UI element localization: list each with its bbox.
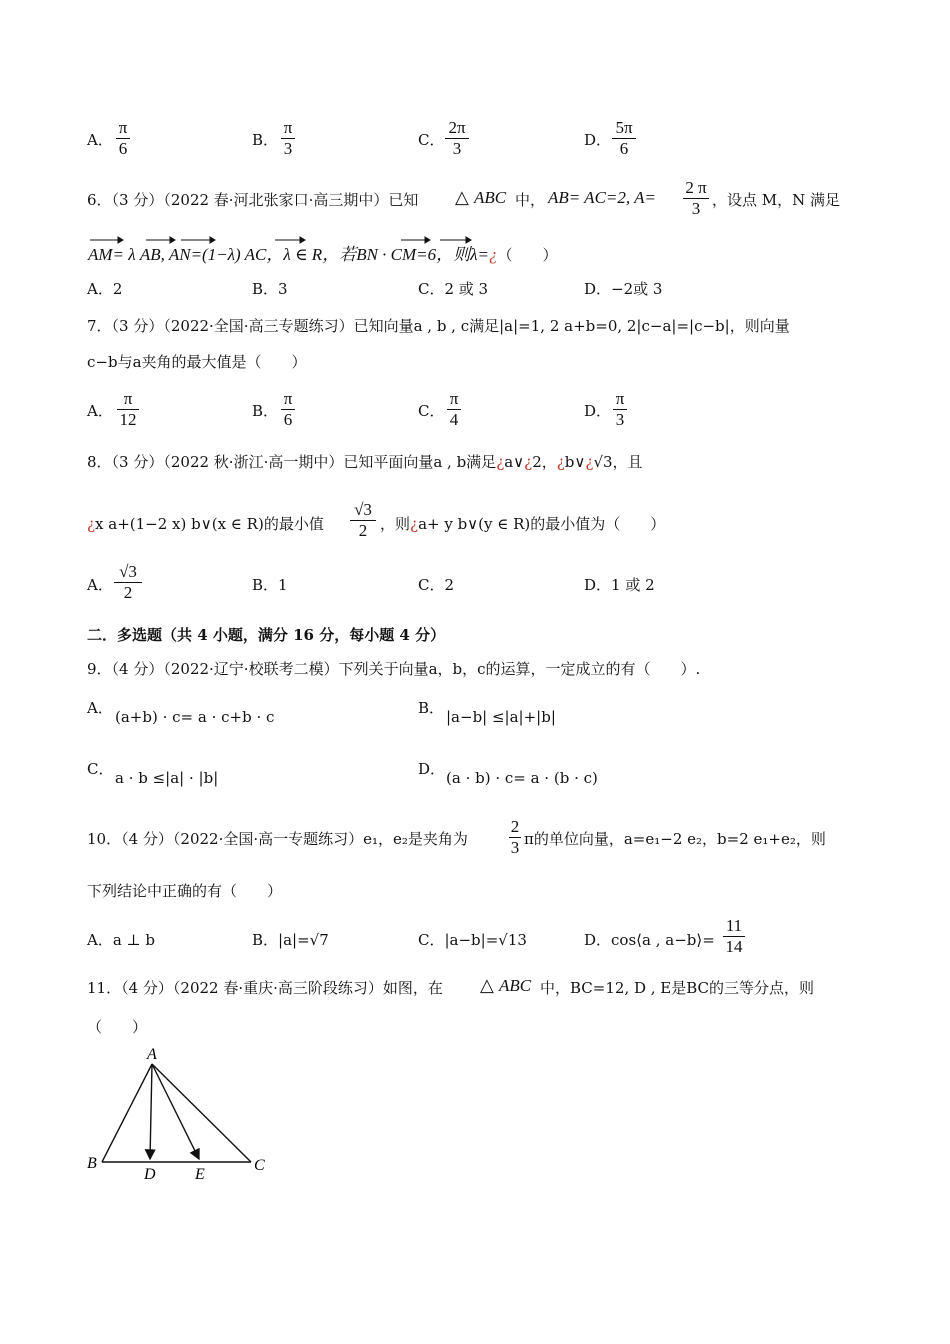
q8-red-1: ¿ <box>496 453 505 471</box>
q6-zhong: 中， <box>515 191 546 209</box>
q11-line2: （ ） <box>87 1018 148 1036</box>
q8-line2-e: a+ y b∨(y ∈ R)的最小值为（ ） <box>418 515 666 533</box>
q5-option-b-label: B． <box>252 131 279 149</box>
q5-option-d-label: D． <box>584 131 612 149</box>
q5-option-a-frac: π 6 <box>114 118 132 159</box>
vector-ae <box>152 1064 199 1159</box>
label-e: E <box>195 1166 205 1183</box>
q8-line1-g: b∨ <box>564 453 586 471</box>
q8-red-4: ¿ <box>585 453 594 471</box>
q9-option-d: (a · b) · c= a · (b · c) <box>446 769 598 787</box>
q7-option-b-label: B． <box>252 402 279 420</box>
q8-red-2: ¿ <box>524 453 533 471</box>
q7-option-c-label: C． <box>418 402 445 420</box>
side-ac <box>152 1064 251 1162</box>
triangle-figure <box>80 1040 280 1185</box>
q6-option-d: D．−2或 3 <box>584 280 663 298</box>
q10-line2: 下列结论中正确的有（ ） <box>87 882 283 900</box>
q10-option-c: C．|a−b|=√13 <box>418 931 527 949</box>
q6-triangle-name: ABC <box>474 188 507 207</box>
q6-line2-end: （ ） <box>497 248 558 264</box>
q7-line1: 7．（3 分）（2022·全国·高三专题练习）已知向量a , b , c满足|a|=1, 2 a+b=0, 2|c−a|=|c−b|，则向量 <box>87 317 790 335</box>
q8-red-5: ¿ <box>87 515 96 533</box>
q11-line1-a: 11．（4 分）（2022 春·重庆·高三阶段练习）如图，在 <box>87 979 443 997</box>
q8-line2-tail <box>380 513 665 534</box>
q8-line1-i: √3，且 <box>593 453 643 471</box>
triangle-icon: △ <box>480 975 494 996</box>
vector-ad <box>150 1064 152 1159</box>
side-ab <box>102 1064 152 1162</box>
q6-line2-text: AM= λ AB, AN=(1−λ) AC，λ ∈ R，若BN · CM=6，则λ= <box>88 245 489 264</box>
q8-line1-e: 2， <box>532 453 557 471</box>
q6-red-mark: ¿ <box>488 245 498 264</box>
q8-line2-c: ，则 <box>380 515 411 533</box>
q5-option-c-label: C． <box>418 131 445 149</box>
q9-option-a-label: A． <box>87 699 113 717</box>
q9-option-c-label: C． <box>87 760 114 778</box>
q8-line2-b: x a+(1−2 x) b∨(x ∈ R)的最小值 <box>95 515 324 533</box>
q10-line1-a: 10．（4 分）（2022·全国·高一专题练习）e₁，e₂是夹角为 <box>87 830 468 848</box>
triangle-icon: △ <box>455 187 469 208</box>
q8-line1 <box>87 451 643 472</box>
q5-option-b-frac: π 3 <box>279 118 297 159</box>
q7-option-d-label: D． <box>584 402 612 420</box>
q9-option-b-label: B． <box>418 699 445 717</box>
q8-line1-a: 8．（3 分）（2022 秋·浙江·高一期中）已知平面向量a , b满足 <box>87 453 497 471</box>
q7-option-d-frac: π 3 <box>611 389 629 430</box>
q7-option-a-frac: π 12 <box>116 389 140 430</box>
q9-option-b: |a−b| ≤|a|+|b| <box>446 708 556 726</box>
q6-angle-frac: 2 π 3 <box>682 178 710 219</box>
q8-min-frac: √3 2 <box>349 500 377 541</box>
q10-option-d-frac: 11 14 <box>721 916 747 957</box>
q6-tail: ，设点 M，N 满足 <box>712 191 841 209</box>
q11-triangle-name: ABC <box>499 976 532 995</box>
q9-option-d-label: D． <box>418 760 446 778</box>
q8-line1-c: a∨ <box>504 453 525 471</box>
label-a: A <box>147 1046 157 1063</box>
label-c: C <box>254 1157 265 1174</box>
label-b: B <box>87 1155 97 1172</box>
q7-option-c-frac: π 4 <box>445 389 463 430</box>
q6-option-b: B．3 <box>252 280 288 298</box>
q8-option-d: D．1 或 2 <box>584 576 655 594</box>
q10-angle-frac: 2 3 <box>510 817 520 857</box>
q6-option-a: A．2 <box>87 280 123 298</box>
q8-option-c: C．2 <box>418 576 455 594</box>
q10-option-a: A．a ⊥ b <box>87 931 156 949</box>
q5-option-c-frac: 2π 3 <box>444 118 470 159</box>
q5-option-d-frac: 5π 6 <box>611 118 637 159</box>
q8-option-b: B．1 <box>252 576 288 594</box>
q9-option-c: a · b ≤|a| · |b| <box>115 769 219 787</box>
q10-option-b: B．|a|=√7 <box>252 931 329 949</box>
q10-line1-b: π的单位向量，a=e₁−2 e₂，b=2 e₁+e₂，则 <box>524 830 826 848</box>
q7-line2: c−b与a夹角的最大值是（ ） <box>87 353 307 371</box>
q8-red-3: ¿ <box>556 453 565 471</box>
q6-condition: AB= AC=2, A= <box>548 188 656 207</box>
q10-option-d: D．cos⟨a , a−b⟩= <box>584 931 715 949</box>
q6-vector-arrows <box>88 236 558 244</box>
q8-option-a-frac: √3 2 <box>113 562 143 603</box>
q7-option-b-frac: π 6 <box>279 389 297 430</box>
q9-option-a: (a+b) · c= a · c+b · c <box>115 708 275 726</box>
q9-line1: 9．（4 分）（2022·辽宁·校联考二模）下列关于向量a，b，c的运算，一定成立的有（ ）. <box>87 660 701 678</box>
section-2-heading: 二．多选题（共 4 小题，满分 16 分，每小题 4 分） <box>87 626 446 644</box>
q8-option-a-label: A． <box>87 576 113 594</box>
label-d: D <box>144 1166 156 1183</box>
q8-red-6: ¿ <box>410 515 419 533</box>
q11-line1-b: 中，BC=12, D , E是BC的三等分点，则 <box>540 979 815 997</box>
q7-option-a-label: A． <box>87 402 113 420</box>
q5-option-a-label: A． <box>87 131 113 149</box>
q6-option-c: C．2 或 3 <box>418 280 489 298</box>
q6-prefix: 6．（3 分）（2022 春·河北张家口·高三期中）已知 <box>87 191 419 209</box>
q8-line2 <box>87 513 324 534</box>
